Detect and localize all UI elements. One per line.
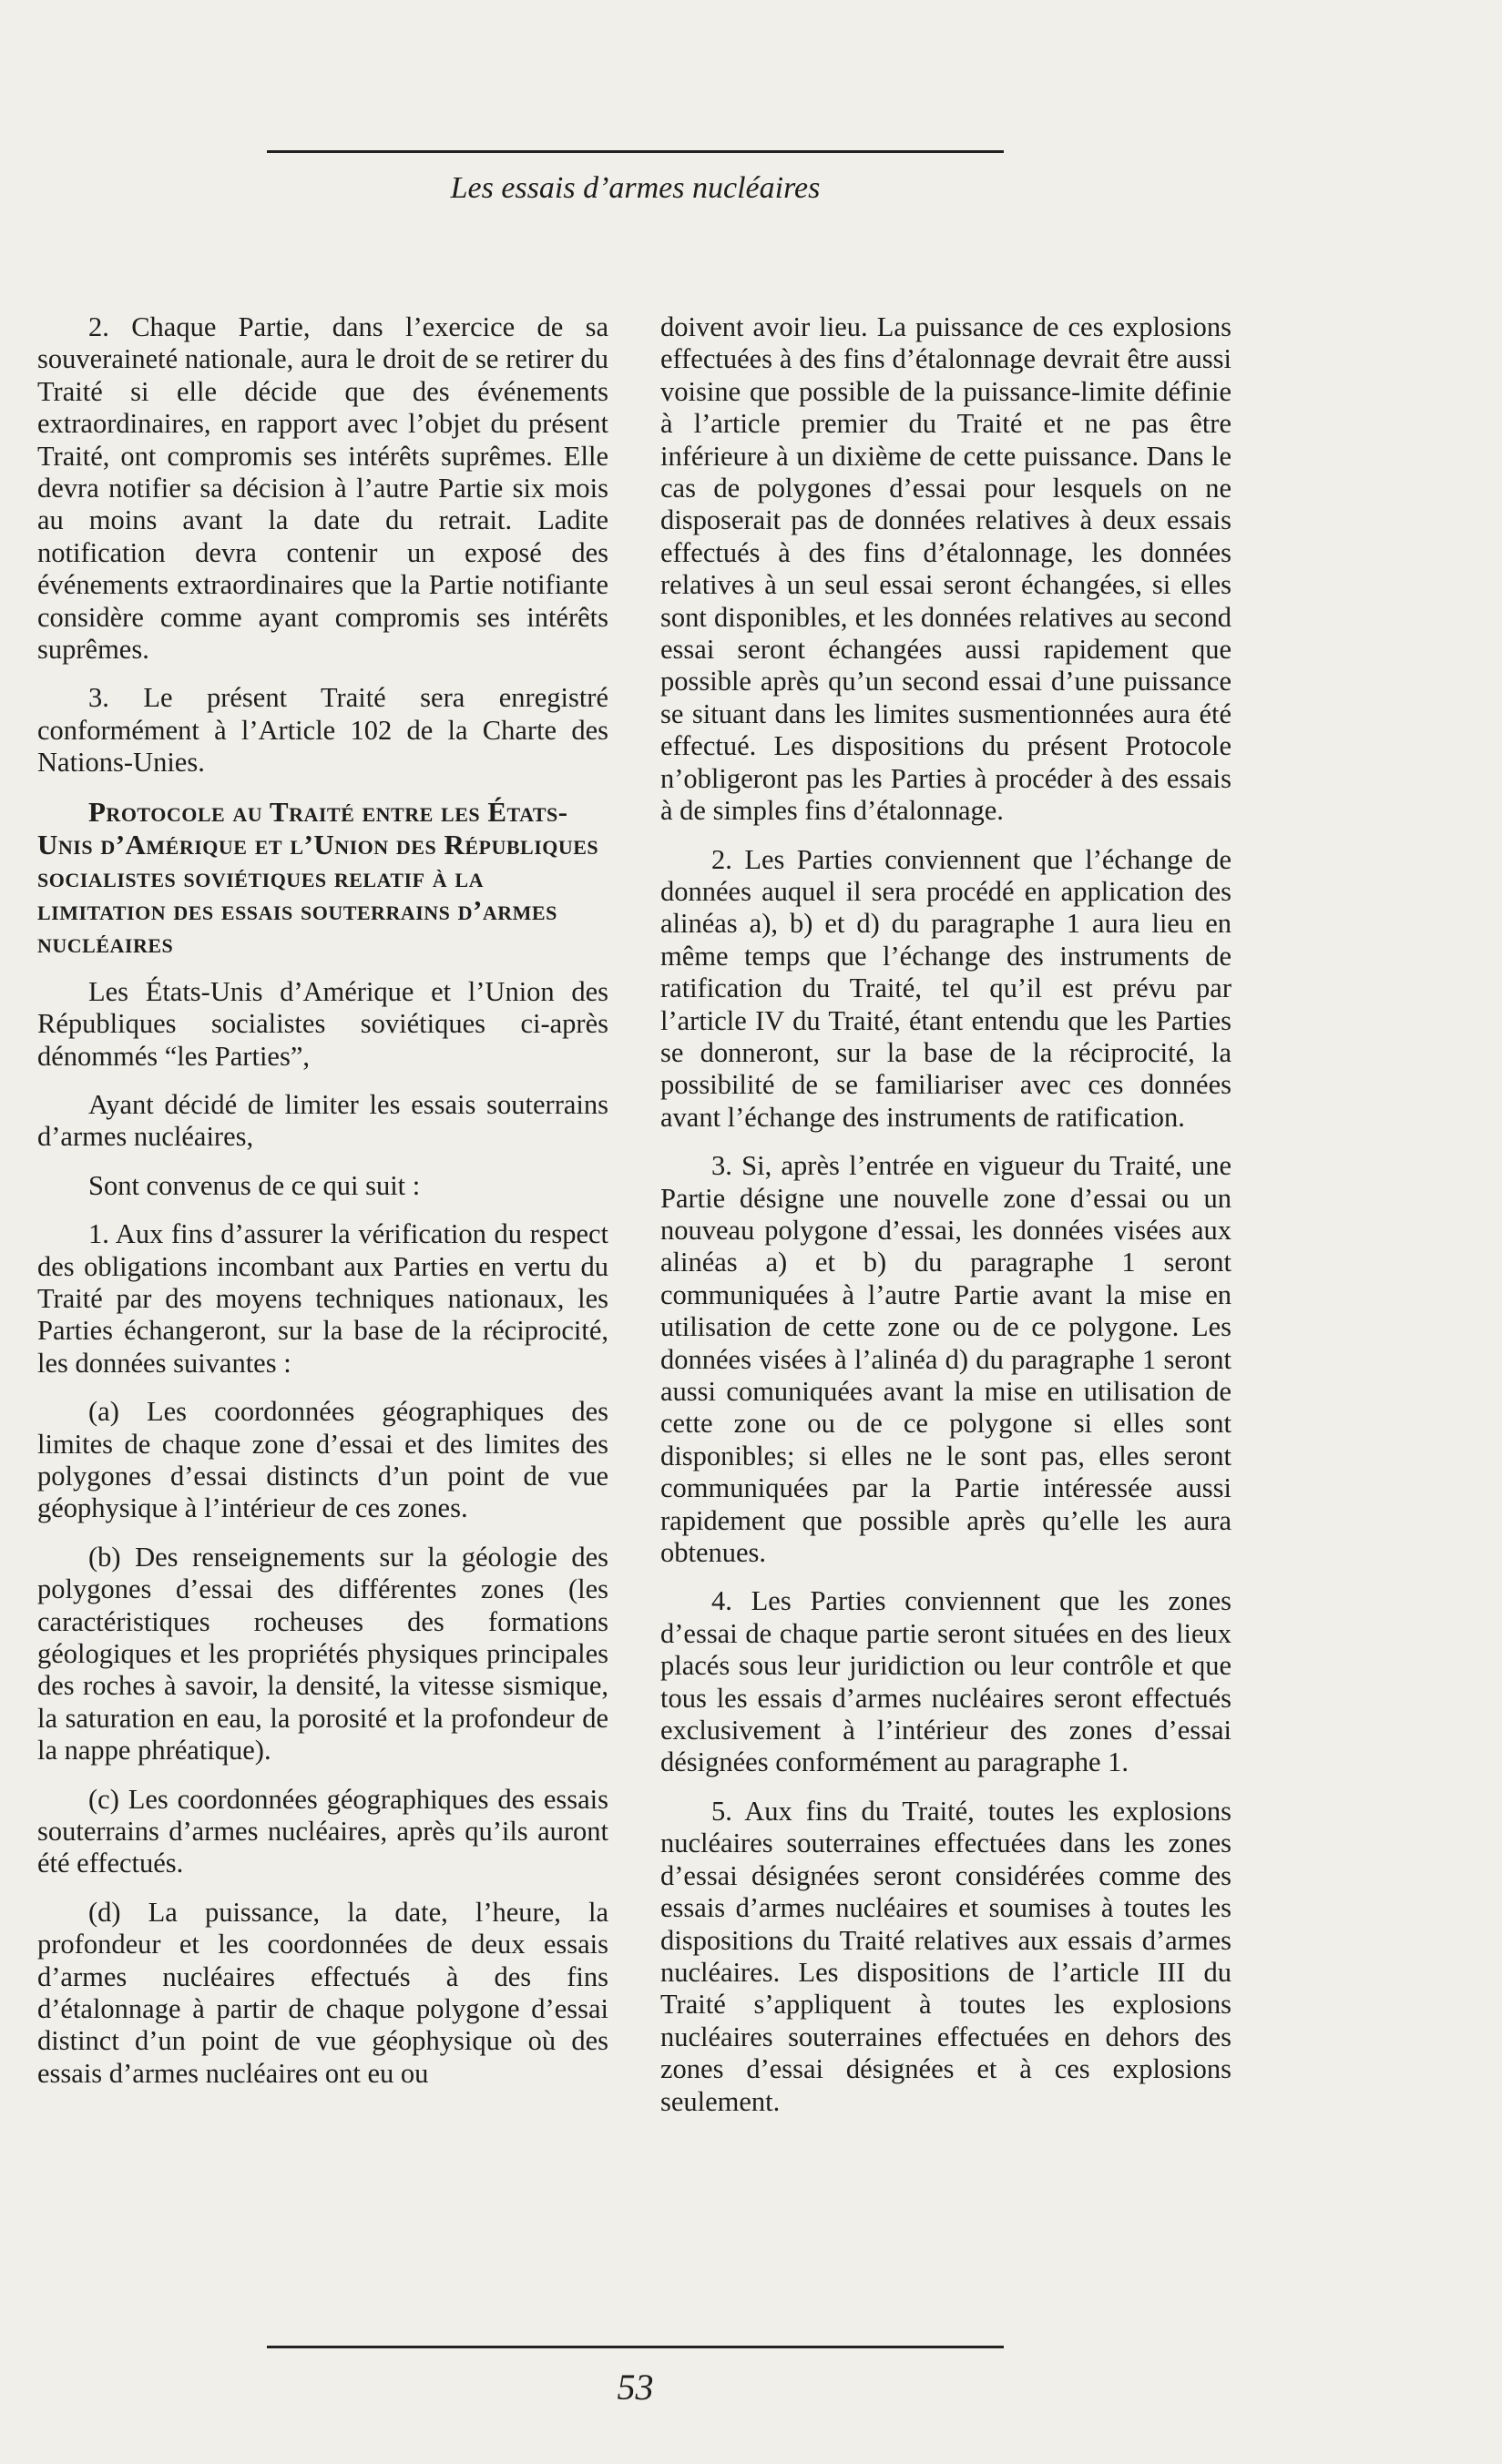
paragraph-agreed: Sont convenus de ce qui suit : bbox=[88, 1169, 421, 1201]
footer-rule bbox=[267, 2346, 1004, 2348]
paragraph-1a: (a) Les coordonnées géographiques des limites de chaque zone d’essai et des limites des polygones d’essai distincts d’un point de vue géophysique à l’intérieur de ces zones. bbox=[37, 1396, 608, 1524]
header-rule bbox=[267, 150, 1004, 153]
paragraph-4: 4. Les Parties conviennent que les zones d’essai de chaque partie seront situées en des lieux placés sous leur juridiction ou leur contrôle et que tous les essais d’armes nucléaires seront effectués exclusivement à l’intérieur des zones d’essai désignées conformément au paragraphe 1. bbox=[660, 1585, 1231, 1778]
paragraph-2: 2. Les Parties conviennent que l’échange de données auquel il sera procédé en application des alinéas a), b) et d) du paragraphe 1 aura lieu en même temps que l’échange des instruments de ratification du Traité, tel qu’il est prévu par l’article IV du Traité, étant entendu que les Parties se donneront, sur la base de la réciprocité, la possibilité de se familiariser avec ces données avant l’échange des instruments de ratification. bbox=[660, 843, 1231, 1133]
page-number: 53 bbox=[617, 2367, 654, 2408]
paragraph-3: 3. Si, après l’entrée en vigueur du Traité, une Partie désigne une nouvelle zone d’essai ou un nouveau polygone d’essai, les données visées aux alinéas a) et b) du paragraphe 1 seront communiquées à l’autre Partie avant la mise en utilisation de cette zone ou de ce polygone. Les données visées à l’alinéa d) du paragraphe 1 seront aussi comuniquées avant la mise en utilisation de cette zone ou de ce polygone si elles sont disponibles; si elles ne le sont pas, elles seront communiquées par la Partie intéressée aussi rapidement que possible après qu’elle les aura obtenues. bbox=[660, 1150, 1231, 1569]
paragraph-1b: (b) Des renseignements sur la géologie des polygones d’essai des différentes zones (les caractéristiques rocheuses des formations géologiques et les propriétés physiques principales des roches à savoir, la densité, la vitesse sismique, la saturation en eau, la porosité et la profondeur de la nappe phréatique). bbox=[37, 1541, 608, 1767]
paragraph-parties: Les États-Unis d’Amérique et l’Union des Républiques socialistes soviétiques ci-après dénommés “les Parties”, bbox=[37, 975, 608, 1072]
running-head: Les essais d’armes nucléaires bbox=[450, 171, 821, 205]
paragraph-1d-continued: doivent avoir lieu. La puissance de ces explosions effectuées à des fins d’étalonnage devrait être aussi voisine que possible de la puissance-limite définie à l’article premier du Traité et ne pas être inférieure à un dixième de cette puissance. Dans le cas de polygones d’essai pour lesquels on ne disposerait pas de données relatives à deux essais effectués à des fins d’étalonnage, les données relatives à un seul essai seront échangées, si elles sont disponibles, et les données relatives au second essai seront échangées aussi rapidement que possible après qu’un second essai d’une puissance se situant dans les limites susmentionnées aura été effectué. Les dispositions du présent Protocole n’obligeront pas les Parties à procéder à des essais à de simples fins d’étalonnage. bbox=[660, 311, 1231, 827]
paragraph-withdrawal: 2. Chaque Partie, dans l’exercice de sa souveraineté nationale, aura le droit de se retirer du Traité si elle décide que des événements extraordinaires, en rapport avec l’objet du présent Traité, ont compromis ses intérêts suprêmes. Elle devra notifier sa décision à l’autre Partie six mois au moins avant la date du retrait. Ladite notification devra contenir un exposé des événements extraordinaires que la Partie notifiante considère comme ayant compromis ses intérêts suprêmes. bbox=[37, 311, 608, 666]
paragraph-5: 5. Aux fins du Traité, toutes les explosions nucléaires souterraines effectuées dans les zones d’essai désignées seront considérées comme des essais d’armes nucléaires et soumises à toutes les dispositions du Traité relatives aux essais d’armes nucléaires. Les dispositions de l’article III du Traité s’appliquent à toutes les explosions nucléaires souterraines effectuées en dehors des zones d’essai désignées et à ces explosions seulement. bbox=[660, 1795, 1231, 2117]
protocol-title: Protocole au Traité entre les États-Unis d’Amérique et l’Union des Républiques socialistes soviétiques relatif à la limitation des essais souterrains d’armes nucléaires bbox=[37, 795, 599, 959]
paragraph-registration: 3. Le présent Traité sera enregistré conformément à l’Article 102 de la Charte des Nations-Unies. bbox=[37, 682, 608, 779]
left-column bbox=[37, 311, 608, 2090]
paragraph-decided: Ayant décidé de limiter les essais souterrains d’armes nucléaires, bbox=[37, 1088, 608, 1153]
paragraph-1d: (d) La puissance, la date, l’heure, la profondeur et les coordonnées de deux essais d’armes nucléaires effectués à des fins d’étalonnage à partir de chaque polygone d’essai distinct d’un point de vue géophysique où des essais d’armes nucléaires ont eu ou bbox=[37, 1896, 608, 2089]
paragraph-1c: (c) Les coordonnées géographiques des essais souterrains d’armes nucléaires, après qu’ils auront été effectués. bbox=[37, 1783, 608, 1879]
paragraph-1: 1. Aux fins d’assurer la vérification du respect des obligations incombant aux Parties en vertu du Traité par des moyens techniques nationaux, les Parties échangeront, sur la base de la réciprocité, les données suivantes : bbox=[37, 1218, 608, 1379]
right-column bbox=[660, 311, 1231, 2118]
